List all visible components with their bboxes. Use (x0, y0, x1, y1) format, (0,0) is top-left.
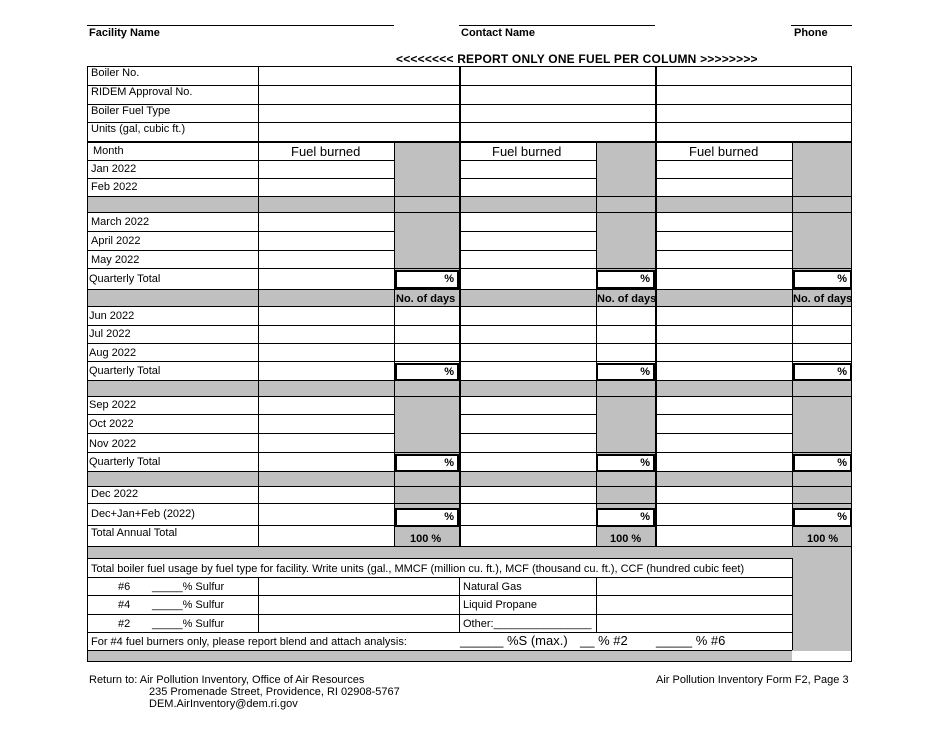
month-mar: March 2022 (91, 216, 150, 228)
fuel-2-label: #2 (118, 618, 131, 630)
month-aug: Aug 2022 (89, 347, 137, 359)
month-oct: Oct 2022 (89, 418, 134, 430)
row-line (88, 433, 394, 434)
row-line (88, 380, 851, 381)
fuel-6-sulfur: _____% Sulfur (152, 581, 225, 593)
row-line (88, 577, 792, 578)
return-to-text: Return to: Air Pollution Inventory, Office of Air Resources (89, 674, 365, 686)
row-line (88, 231, 394, 232)
percent-input-box[interactable]: % (596, 270, 655, 289)
row-line (88, 122, 851, 123)
column-line (394, 141, 395, 546)
fuel-burned-header-3: Fuel burned (689, 144, 759, 159)
row-line (655, 178, 792, 179)
row-line (88, 503, 851, 504)
month-djf: Dec+Jan+Feb (2022) (91, 508, 195, 520)
percent-input-box[interactable]: % (395, 363, 459, 381)
hundred-percent-3: 100 % (807, 533, 839, 545)
month-jun: Jun 2022 (89, 310, 135, 322)
shaded-cell (655, 289, 792, 306)
blend-2-field: __ % #2 (580, 633, 628, 648)
shaded-cell (88, 380, 851, 396)
row-line (88, 104, 851, 105)
row-line (459, 231, 596, 232)
fuel-report-form (87, 66, 852, 662)
month-jan: Jan 2022 (91, 163, 137, 175)
row-line (88, 396, 851, 397)
liquid-propane-label: Liquid Propane (463, 599, 538, 611)
row-line (88, 614, 792, 615)
phone-label: Phone (794, 27, 828, 39)
fuel-burned-header-1: Fuel burned (291, 144, 361, 159)
percent-input-box[interactable]: % (395, 454, 459, 472)
shaded-cell (88, 289, 258, 306)
blend-note: For #4 fuel burners only, please report blend and attach analysis: (91, 636, 407, 648)
row-line (459, 250, 596, 251)
row-line (88, 595, 792, 596)
contact-name-label: Contact Name (461, 27, 535, 39)
shaded-cell (792, 486, 851, 503)
shaded-cell (459, 289, 596, 306)
row-line (88, 558, 792, 559)
percent-input-box[interactable]: % (793, 508, 852, 527)
no-of-days-3: No. of days (793, 293, 853, 305)
row-line (88, 250, 394, 251)
shaded-cell (596, 212, 655, 268)
column-line (258, 577, 259, 632)
percent-input-box[interactable]: % (793, 363, 852, 381)
row-line (88, 452, 851, 453)
row-line (655, 250, 792, 251)
month-apr: April 2022 (91, 235, 141, 247)
shaded-cell (596, 396, 655, 452)
shaded-cell (88, 546, 851, 558)
usage-title: Total boiler fuel usage by fuel type for facility. Write units (gal., MMCF (million cu. ft.), MCF (thousand cu. ft.), CCF (hundred cubic feet) (91, 563, 745, 575)
shaded-cell (596, 486, 655, 503)
shaded-cell (394, 212, 459, 268)
row-line (88, 85, 851, 86)
form-identifier: Air Pollution Inventory Form F2, Page 3 (656, 674, 849, 686)
row-line (88, 414, 394, 415)
row-line (88, 546, 851, 547)
boiler-fuel-type-label: Boiler Fuel Type (91, 105, 171, 117)
fuel-4-sulfur: _____% Sulfur (152, 599, 225, 611)
row-line (459, 160, 596, 161)
shaded-cell (792, 558, 851, 651)
group-divider (460, 66, 461, 546)
units-label: Units (gal, cubic ft.) (91, 123, 186, 135)
other-fuel-label: Other:________________ (463, 618, 592, 630)
percent-input-box[interactable]: % (596, 508, 655, 527)
row-line (655, 231, 792, 232)
shaded-cell (394, 486, 459, 503)
month-dec: Dec 2022 (91, 488, 139, 500)
shaded-cell (792, 212, 851, 268)
shaded-cell (88, 650, 792, 661)
month-feb: Feb 2022 (91, 181, 138, 193)
fuel-4-label: #4 (118, 599, 131, 611)
shaded-cell (792, 396, 851, 452)
facility-name-label: Facility Name (89, 27, 160, 39)
return-email: DEM.AirInventory@dem.ri.gov (149, 698, 298, 710)
shaded-cell (88, 471, 851, 486)
return-address: 235 Promenade Street, Providence, RI 02908-5767 (149, 686, 400, 698)
row-line (88, 650, 792, 651)
boiler-no-label: Boiler No. (91, 67, 140, 79)
natural-gas-label: Natural Gas (463, 581, 522, 593)
blend-sulfur-field: ______ %S (max.) (460, 633, 568, 648)
shaded-cell (394, 396, 459, 452)
month-jul: Jul 2022 (89, 328, 131, 340)
column-line (596, 141, 597, 546)
column-line (596, 577, 597, 632)
no-of-days-2: No. of days (597, 293, 657, 305)
column-line (258, 66, 259, 546)
row-line (88, 268, 851, 269)
month-may: May 2022 (91, 254, 140, 266)
percent-input-box[interactable]: % (596, 363, 655, 381)
fuel-2-sulfur: _____% Sulfur (152, 618, 225, 630)
row-line (459, 414, 596, 415)
row-line (88, 289, 851, 290)
row-line (655, 433, 792, 434)
percent-input-box[interactable]: % (793, 454, 852, 472)
fuel-column-banner: <<<<<<<< REPORT ONLY ONE FUEL PER COLUMN >>>>>>>> (396, 52, 758, 66)
row-line (88, 196, 851, 197)
shaded-cell (596, 141, 655, 197)
month-sep: Sep 2022 (89, 399, 137, 411)
row-line (88, 343, 851, 344)
row-line (88, 525, 851, 526)
shaded-cell (792, 141, 851, 197)
row-line (459, 433, 596, 434)
percent-input-box[interactable]: % (395, 508, 459, 527)
month-nov: Nov 2022 (89, 438, 137, 450)
fuel-6-label: #6 (118, 581, 131, 593)
column-line (792, 141, 793, 546)
row-line (88, 361, 851, 362)
hundred-percent-2: 100 % (610, 533, 642, 545)
hundred-percent-1: 100 % (410, 533, 442, 545)
shaded-cell (394, 141, 459, 197)
no-of-days-1: No. of days (396, 293, 456, 305)
percent-input-box[interactable]: % (596, 454, 655, 472)
row-line (459, 178, 596, 179)
shaded-cell (258, 289, 394, 306)
percent-input-box[interactable]: % (793, 270, 852, 289)
row-line (88, 212, 851, 213)
row-line (88, 160, 394, 161)
blend-6-field: _____ % #6 (656, 633, 726, 648)
row-line (88, 306, 851, 307)
q2-total-label: Quarterly Total (89, 365, 161, 377)
row-line (88, 325, 851, 326)
group-divider (656, 66, 657, 546)
q1-total-label: Quarterly Total (89, 273, 161, 285)
month-header: Month (93, 145, 124, 157)
row-line (88, 178, 394, 179)
column-line (459, 577, 460, 632)
fuel-burned-header-2: Fuel burned (492, 144, 562, 159)
row-line (655, 160, 792, 161)
percent-input-box[interactable]: % (395, 270, 459, 289)
shaded-cell (88, 196, 851, 212)
row-line (655, 414, 792, 415)
row-line (88, 142, 851, 143)
q3-total-label: Quarterly Total (89, 456, 161, 468)
annual-total-label: Total Annual Total (91, 527, 178, 539)
row-line (88, 471, 851, 472)
column-line (792, 558, 793, 650)
row-line (88, 486, 851, 487)
ridem-approval-label: RIDEM Approval No. (91, 86, 193, 98)
